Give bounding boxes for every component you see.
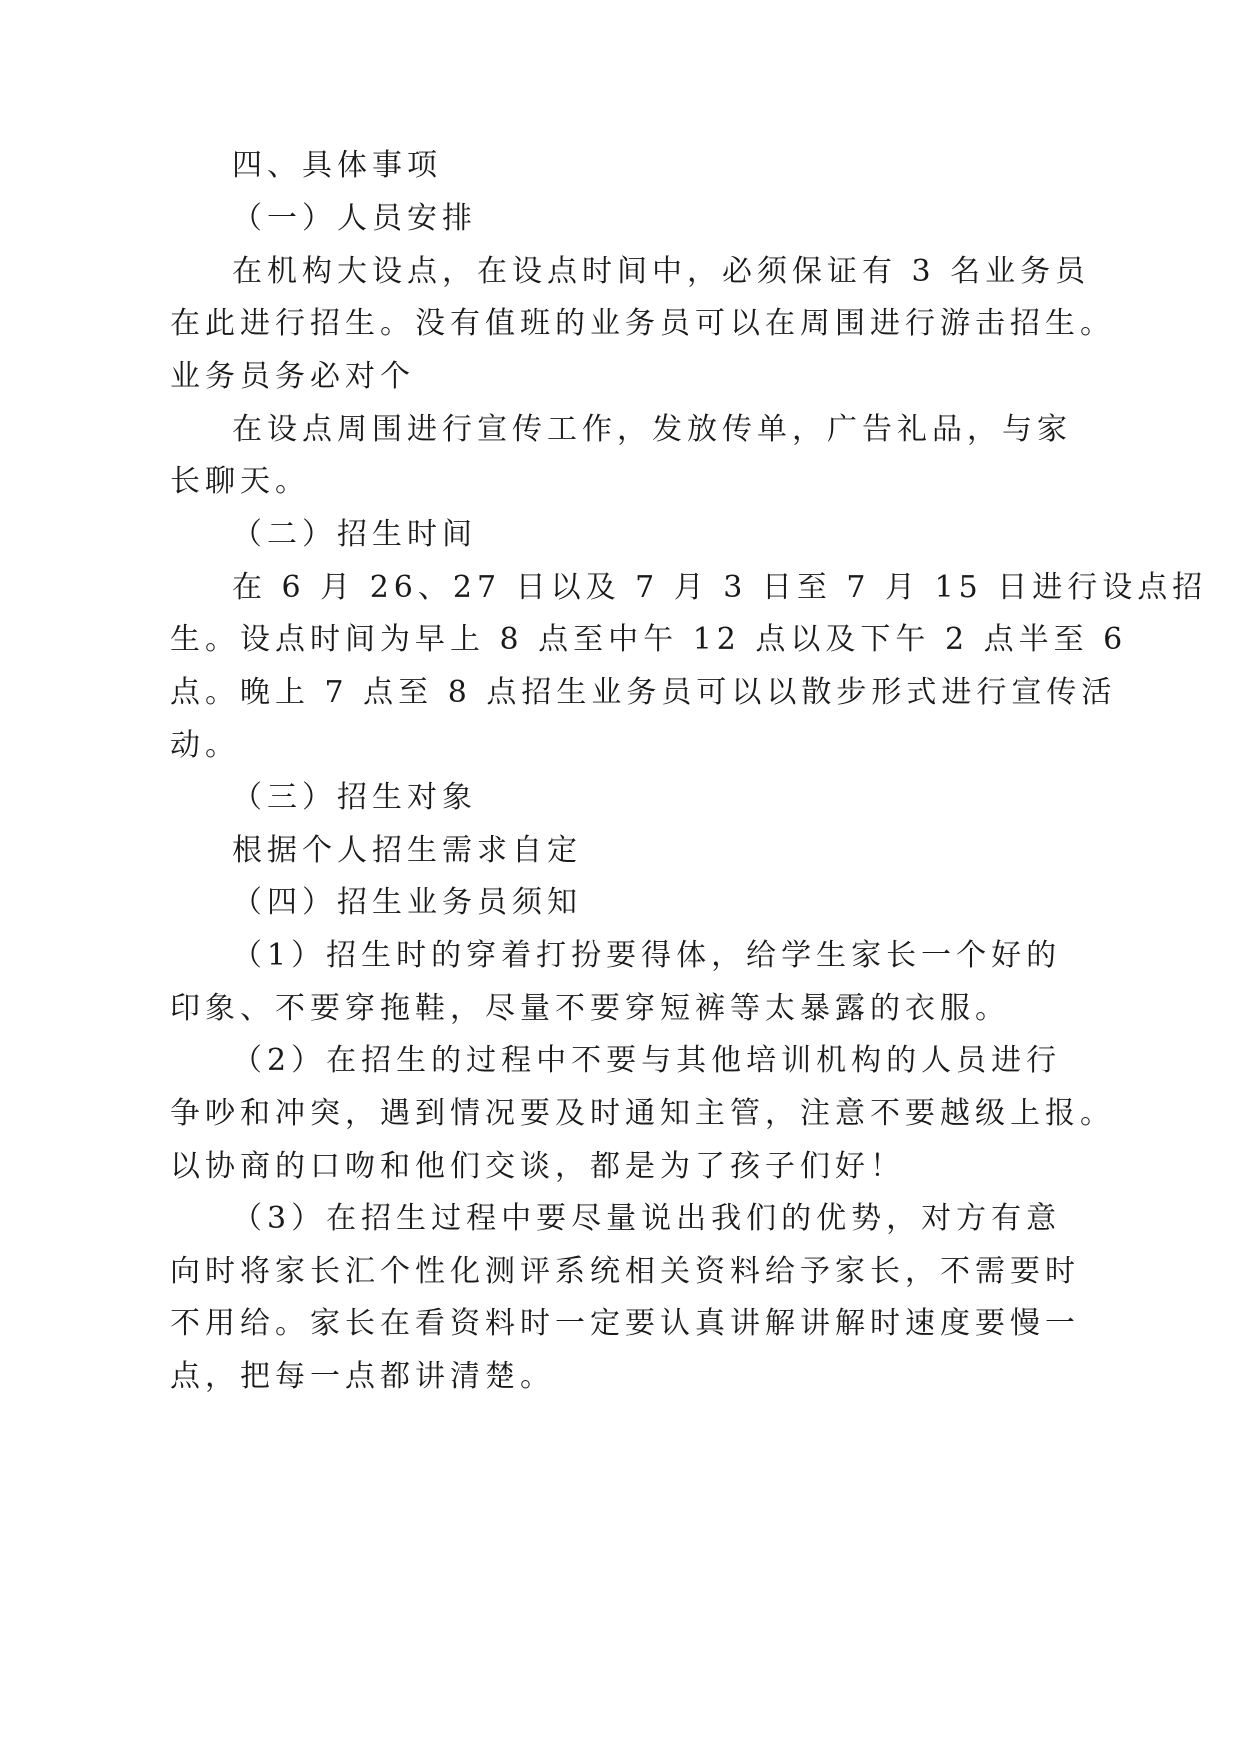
paragraph-line: 印象、不要穿拖鞋，尽量不要穿短裤等太暴露的衣服。 (170, 991, 1010, 1026)
paragraph-line: 在设点周围进行宣传工作，发放传单，广告礼品，与家 (232, 412, 1072, 447)
paragraph-line: 业务员务必对个 (170, 359, 415, 394)
paragraph-line: 点。晚上 7 点至 8 点招生业务员可以以散步形式进行宣传活 (170, 675, 1117, 710)
paragraph-line: 生。设点时间为早上 8 点至中午 12 点以及下午 2 点半至 6 (170, 622, 1128, 657)
paragraph-line: 点，把每一点都讲清楚。 (170, 1359, 555, 1394)
subsection-title-3: （三）招生对象 (232, 780, 477, 815)
paragraph-line: （1）招生时的穿着打扮要得体，给学生家长一个好的 (232, 938, 1062, 973)
paragraph-line: 在机构大设点，在设点时间中，必须保证有 3 名业务员 (232, 254, 1091, 289)
paragraph-line: （3）在招生过程中要尽量说出我们的优势，对方有意 (232, 1201, 1062, 1236)
paragraph-line: 争吵和冲突，遇到情况要及时通知主管，注意不要越级上报。 (170, 1096, 1115, 1131)
subsection-title-4: （四）招生业务员须知 (232, 885, 582, 920)
paragraph-line: 根据个人招生需求自定 (232, 833, 582, 868)
paragraph-line: 向时将家长汇个性化测评系统相关资料给予家长，不需要时 (170, 1254, 1080, 1289)
paragraph-line: 动。 (170, 728, 240, 763)
subsection-title-1: （一）人员安排 (232, 201, 477, 236)
paragraph-line: （2）在招生的过程中不要与其他培训机构的人员进行 (232, 1043, 1062, 1078)
section-heading: 四、具体事项 (232, 148, 442, 183)
subsection-title-2: （二）招生时间 (232, 517, 477, 552)
paragraph-line: 长聊天。 (170, 464, 310, 499)
paragraph-line: 以协商的口吻和他们交谈，都是为了孩子们好！ (170, 1149, 905, 1184)
paragraph-line: 不用给。家长在看资料时一定要认真讲解讲解时速度要慢一 (170, 1306, 1080, 1341)
paragraph-line: 在此进行招生。没有值班的业务员可以在周围进行游击招生。 (170, 306, 1115, 341)
paragraph-line: 在 6 月 26、27 日以及 7 月 3 日至 7 月 15 日进行设点招 (232, 570, 1208, 605)
